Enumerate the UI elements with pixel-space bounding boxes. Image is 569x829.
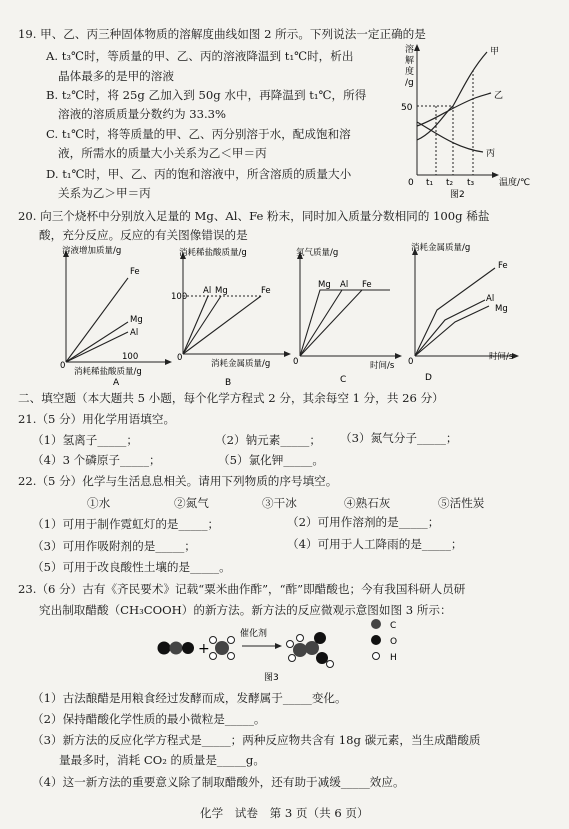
catalyst-label: 催化剂 <box>240 629 268 639</box>
q20-stem-line1: 20. 向三个烧杯中分别放入足量的 Mg、Al、Fe 粉末，同时加入质量分数相同的 100g 稀盐 <box>18 209 490 223</box>
q22-item-1: （1）可用于制作霓虹灯的是_____； <box>32 517 220 531</box>
curve-yi <box>417 93 491 126</box>
q23-stem-line1: 23.（6 分）古有《齐民要术》记载“粟米曲作酢”，“酢”即醋酸也；今有我国科研人员研 <box>18 582 466 596</box>
graph-ylabel-1: 溶 <box>405 45 415 55</box>
chart-c-label-al: Al <box>340 280 349 290</box>
chart-c-letter: C <box>340 375 347 385</box>
chart-b-label-al: Al <box>203 286 212 296</box>
q21-item-5: （5）氯化钾_____。 <box>218 453 324 467</box>
q19-option-a-line2: 晶体最多的是甲的溶液 <box>58 69 174 83</box>
curve-jia <box>417 52 487 140</box>
chart-d-origin: 0 <box>408 357 414 367</box>
q21-stem: 21.（5 分）用化学用语填空。 <box>18 412 176 426</box>
chart-d-label-fe: Fe <box>498 261 508 271</box>
chart-c-ylabel: 氢气质量/g <box>296 248 339 258</box>
q22-item-4: （4）可用于人工降雨的是_____； <box>287 537 463 551</box>
chart-c-label-mg: Mg <box>318 280 331 290</box>
q19-option-b-line1: B. t₂℃时，将 25g 乙加入到 50g 水中，再降温到 t₁℃，所得 <box>46 88 367 102</box>
q21-item-4: （4）3 个磷原子_____； <box>32 453 161 467</box>
q22-item-3: （3）可用作吸附剂的是_____； <box>32 539 196 553</box>
chart-a <box>60 246 175 386</box>
q23-item-4: （4）这一新方法的重要意义除了制取醋酸外，还有助于减缓_____效应。 <box>32 775 405 789</box>
legend-c: C <box>390 621 397 631</box>
chart-a-xtick: 100 <box>122 352 139 362</box>
chart-b-label-mg: Mg <box>215 286 228 296</box>
chart-b-origin: 0 <box>177 353 183 363</box>
legend-o: O <box>390 637 398 647</box>
chart-a-xlabel: 消耗稀盐酸质量/g <box>74 367 142 377</box>
chart-b-xlabel: 消耗金属质量/g <box>211 359 271 369</box>
q19-option-c-line1: C. t₁℃时，将等质量的甲、乙、丙分别溶于水，配成饱和溶 <box>46 127 351 141</box>
chart-a-label-al: Al <box>130 328 139 338</box>
chart-d-ylabel: 消耗金属质量/g <box>411 243 471 253</box>
curve-label-bing: 丙 <box>486 149 496 159</box>
chart-d-letter: D <box>425 373 432 383</box>
q22-item-2: （2）可用作溶剂的是_____； <box>287 515 440 529</box>
q21-item-3: （3）氮气分子_____； <box>340 431 458 445</box>
chart-b-letter: B <box>225 378 232 388</box>
reaction-diagram <box>150 618 440 684</box>
chart-b-label-fe: Fe <box>261 286 271 296</box>
graph-xtick-t3: t₃ <box>467 178 475 188</box>
graph-xtick-t1: t₁ <box>426 178 434 188</box>
q19-option-c-line2: 液，所需水的质量大小关系为乙＜甲＝丙 <box>58 146 267 160</box>
chart-d-label-mg: Mg <box>495 304 508 314</box>
chart-a-letter: A <box>113 378 120 388</box>
chart-d-xlabel: 时间/s <box>489 352 514 362</box>
chart-c <box>290 246 405 386</box>
plus-sign: + <box>198 641 210 657</box>
q22-stem: 22.（5 分）化学与生活息息相关。请用下列物质的序号填空。 <box>18 474 338 488</box>
graph-ylabel-4: /g <box>405 78 414 88</box>
q19-option-a-line1: A. t₃℃时，等质量的甲、乙、丙的溶液降温到 t₁℃时，析出 <box>46 49 354 63</box>
graph-xtick-t2: t₂ <box>446 178 454 188</box>
chart-a-label-mg: Mg <box>130 315 143 325</box>
q22-substance-3: ③干冰 <box>262 496 297 510</box>
q23-item-1: （1）古法酿醋是用粮食经过发酵而成，发酵属于_____变化。 <box>32 691 347 705</box>
graph-caption: 图2 <box>450 190 465 200</box>
q22-substance-5: ⑤活性炭 <box>438 496 485 510</box>
graph-origin: 0 <box>408 178 414 188</box>
q22-substance-2: ②氮气 <box>174 496 209 510</box>
graph-xlabel: 温度/℃ <box>499 178 531 188</box>
legend-h: H <box>390 653 397 663</box>
q23-stem-line2: 究出制取醋酸（CH₃COOH）的新方法。新方法的反应微观示意图如图 3 所示： <box>39 603 452 617</box>
q23-item-3-cont: 量最多时，消耗 CO₂ 的质量是_____g。 <box>59 753 265 767</box>
chart-c-label-fe: Fe <box>362 280 372 290</box>
q22-item-5: （5）可用于改良酸性土壤的是_____。 <box>32 560 231 574</box>
q19-option-d-line1: D. t₁℃时，甲、乙、丙的饱和溶液中，所含溶质的质量大小 <box>46 167 352 181</box>
chart-a-label-fe: Fe <box>130 267 140 277</box>
curve-label-yi: 乙 <box>494 91 504 101</box>
chart-a-ylabel: 溶液增加质量/g <box>62 246 122 256</box>
chart-d <box>405 238 530 386</box>
figure3-caption: 图3 <box>264 673 279 683</box>
q19-option-b-line2: 溶液的溶质质量分数约为 33.3% <box>58 107 227 121</box>
q22-substance-1: ①水 <box>87 496 111 510</box>
q20-stem-line2: 酸，充分反应。反应的有关图像错误的是 <box>39 228 248 242</box>
chart-a-origin: 0 <box>60 361 66 371</box>
chart-b-ylabel: 消耗稀盐酸质量/g <box>179 248 247 258</box>
graph-ylabel-2: 解 <box>405 56 415 66</box>
q21-item-1: （1）氢离子_____； <box>32 433 138 447</box>
page-footer: 化学 试卷 第 3 页（共 6 页） <box>200 806 369 820</box>
q22-substance-4: ④熟石灰 <box>344 496 391 510</box>
q21-item-2: （2）钠元素_____； <box>215 433 321 447</box>
q19-option-d-line2: 关系为乙＞甲＝丙 <box>58 186 151 200</box>
chart-b <box>173 246 293 386</box>
chart-c-xlabel: 时间/s <box>370 361 395 371</box>
graph-ytick-50: 50 <box>401 103 413 113</box>
q19-stem: 19. 甲、乙、丙三种固体物质的溶解度曲线如图 2 所示。下列说法一定正确的是 <box>18 27 426 41</box>
curve-label-jia: 甲 <box>490 47 500 57</box>
q23-item-3: （3）新方法的反应化学方程式是_____；两种反应物共含有 18g 碳元素，当生成醋酸质 <box>32 733 481 747</box>
chart-b-ytick: 100 <box>171 292 188 302</box>
graph-ylabel-3: 度 <box>405 67 415 77</box>
section2-heading: 二、填空题（本大题共 5 小题，每个化学方程式 2 分，其余每空 1 分，共 26 分） <box>18 391 444 405</box>
chart-c-origin: 0 <box>293 357 299 367</box>
chart-d-label-al: Al <box>486 294 495 304</box>
solubility-graph <box>395 40 560 200</box>
q23-item-2: （2）保持醋酸化学性质的最小微粒是_____。 <box>32 712 266 726</box>
